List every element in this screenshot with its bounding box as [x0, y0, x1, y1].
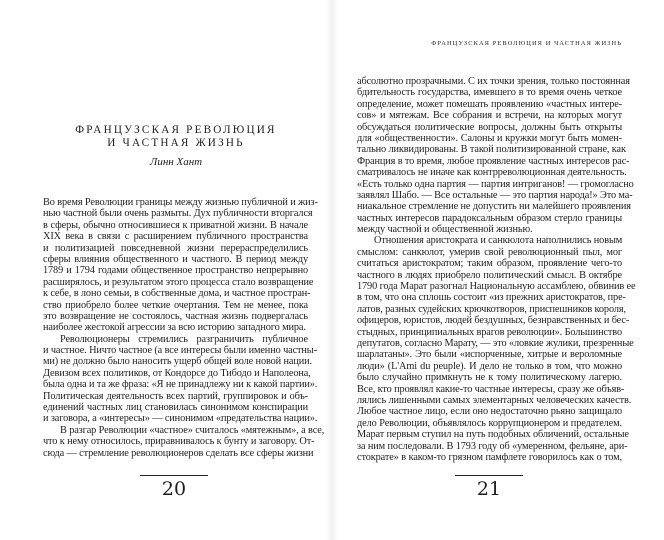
- text-line: это возвращение не состоялось, частная жизнь подвергалась: [43, 310, 308, 322]
- text-line: наиболее жестокой агрессии за всю историю западного мира.: [43, 322, 306, 334]
- text-line: Любое частное лицо, если оно недостаточно рьяно защищало: [357, 406, 622, 418]
- text-line: XIX века в связи с расширением публичного пространства: [43, 231, 308, 243]
- text-line: «Есть только одна партия — партия интриганов! — громогласно: [357, 178, 634, 190]
- text-line: Отношения аристократа и санкюлота наполнились новым: [374, 235, 623, 247]
- text-line: лялись лишенными самых элементарных человеческих качеств.: [357, 394, 632, 406]
- paragraph: [357, 76, 634, 236]
- text-line: Франция в то время, любое проявление частных интересов рас-: [357, 155, 630, 167]
- text-line: 1789 и 1794 годами общественное пространство непрерывно: [43, 265, 308, 277]
- text-line: считаться аристократом; таким образом, проявление чего-то: [357, 258, 622, 270]
- text-line: ниакальное стремление не допустить ни малейшего проявления: [357, 201, 631, 213]
- text-line: дело Революции, объявлялось коррупционером и предателем.: [357, 417, 622, 429]
- page-number: 21: [476, 478, 502, 500]
- text-line: обсуждаться политические вопросы, должны быть открыты: [357, 121, 622, 133]
- text-line: стократе» в каком-то грязном памфлете говорилось как о том,: [357, 451, 622, 463]
- text-line: шарлатаны». Это были «испорченные, хитрые и вероломные: [357, 349, 622, 361]
- text-line: сферы влияния общественного и частного. В период между: [43, 253, 308, 265]
- text-line: офицеров, юристов, людей бездушных, безнравственных и бес-: [357, 315, 630, 327]
- text-line: для «общественности». Салоны и кружки могут быть момен-: [357, 132, 622, 144]
- text-line: смыслом: санкюлот, умерив свой революционный пыл, мог: [357, 246, 622, 258]
- chapter-title-line-1: ФРАНЦУЗСКАЯ РЕВОЛЮЦИЯ: [75, 124, 277, 136]
- chapter-title-line-2: И ЧАСТНАЯ ЖИЗНЬ: [107, 137, 245, 149]
- text-line: Марат первым ступил на путь подобных обличений, остальные: [357, 429, 629, 441]
- text-line: 1790 года Марат разогнал Национальную ассамблею, обвинив ее: [357, 281, 636, 293]
- page-number: 20: [161, 478, 187, 500]
- text-line: Девизом всех политиков, от Кондорсе до Тибодо и Наполеона,: [43, 367, 311, 379]
- body-text: [357, 76, 636, 463]
- text-line: за ним последовали. В 1793 году об «умеренном, фельяне, ари-: [357, 440, 628, 452]
- text-line: люди» (L'Ami du peuple). И дело не только в том, что можно: [357, 360, 622, 372]
- paragraph: [43, 333, 318, 425]
- body-text: [43, 197, 325, 459]
- text-line: сов» и мятежам. Все собрания и встречи, на которых могут: [357, 110, 622, 122]
- text-line: бдительность государства, имевшего в то время очень четкое: [357, 87, 622, 99]
- text-line: сматривалось не иначе как контрреволюционная деятельность.: [357, 167, 627, 179]
- paragraph: [43, 424, 325, 459]
- page-number-rule: [140, 475, 208, 476]
- text-line: и частное. Ничто частное (а все интересы были именно частны-: [43, 345, 317, 357]
- text-line: нью частной были очень размыты. Дух публичности вторгался: [43, 208, 313, 220]
- text-line: в сферы, обычно относившиеся к приватной жизни. В начале: [43, 219, 308, 231]
- text-line: В разгар Революции «частное» считалось «мятежным», а все,: [60, 424, 325, 436]
- right-page: [332, 0, 664, 540]
- text-line: тально ликвидированы. В такой политизированной стране, как: [357, 144, 626, 156]
- text-line: расширялось, и результатом этого процесса стало возвращение: [43, 276, 314, 288]
- text-line: было случайно примкнуть не к тому политическому лагерю.: [357, 372, 622, 384]
- paragraph: [357, 235, 636, 463]
- text-line: частного в людях приобрело политический смысл. В октябре: [357, 269, 622, 281]
- text-line: абсолютно прозрачными. С их точки зрения, только постоянная: [357, 76, 630, 87]
- text-line: и заговора, а «интересы» — синонимом «предательства нации».: [43, 413, 318, 425]
- text-line: латов, разных судейских крючкотворов, приспешников короля,: [357, 303, 626, 315]
- text-line: единений частных лиц становилась синонимом конспирации: [43, 402, 308, 414]
- text-line: и политизацией повседневной жизни перераспределились: [43, 242, 308, 254]
- text-line: между частной и общественной жизнью.: [357, 224, 533, 236]
- text-line: заявлял Шабо. — Все остальные — это партия народа!» Это ма-: [357, 189, 633, 201]
- text-line: что к нему относилось, приравнивалось к бунту и заговору. От-: [43, 436, 315, 448]
- text-line: депутатов, согласно Марату, — это «ловкие жулики, презренные: [357, 337, 634, 349]
- text-line: к себе, в лоно семьи, в собственные дома, и частное простран-: [43, 288, 311, 300]
- text-line: Революционеры стремились разграничить публичное: [60, 333, 308, 345]
- text-line: сюда — стремление революционеров сделать все сферы жизни: [43, 447, 314, 459]
- text-line: Во время Революции границы между жизнью публичной и жиз-: [43, 197, 318, 208]
- text-line: стыдных, принципиальных врагов революции». Большинство: [357, 326, 622, 338]
- page-number-rule: [455, 475, 523, 476]
- text-line: Политическая деятельность всех партий, группировок и объ-: [43, 390, 308, 402]
- paragraph: [43, 197, 318, 334]
- text-line: Все, кто проявлял какие-то частные интересы, сразу же объяв-: [357, 383, 625, 395]
- running-head: ФРАНЦУЗСКАЯ РЕВОЛЮЦИЯ И ЧАСТНАЯ ЖИЗНЬ: [431, 40, 622, 47]
- text-line: ство приобрело более четкие очертания. Тем не менее, пока: [43, 299, 308, 311]
- text-line: определение, может помешать проявлению «частных интере-: [357, 98, 622, 110]
- text-line: была одна и та же фраза: «Я не принадлежу ни к какой партии».: [43, 379, 318, 391]
- text-line: частных интересов парадоксальным образом стерло границы: [357, 212, 622, 224]
- text-line: в том, что она сплошь состоит «из прежних аристократов, пре-: [357, 292, 626, 304]
- text-line: ми) не должно было наносить ущерб общей воле новой нации.: [43, 356, 312, 368]
- chapter-author: Линн Хант: [149, 156, 203, 168]
